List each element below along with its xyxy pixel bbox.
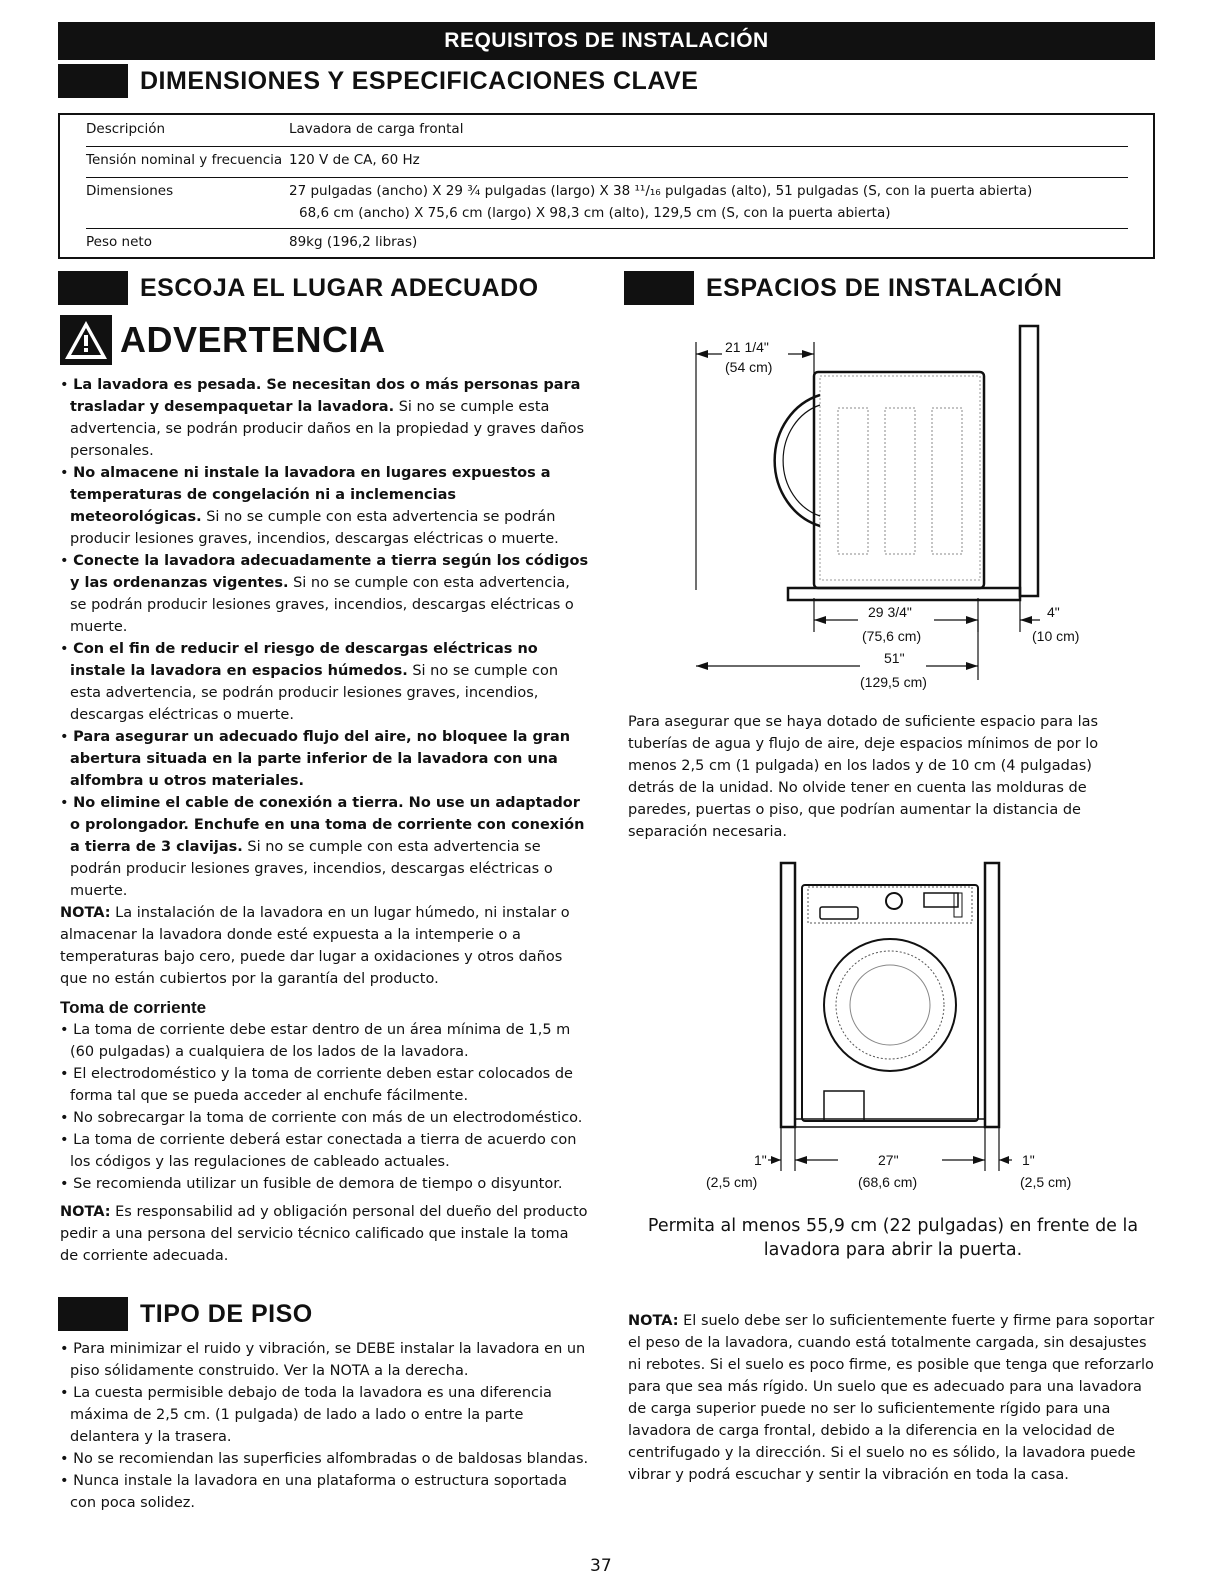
warning-text: Si no se cumple con esta advertencia se podrán producir lesiones graves, incendios, descargas eléctricas o muerte. [70,509,559,547]
toma-text: Se recomienda utilizar un fusible de demora de tiempo o disyuntor. [73,1176,563,1192]
washer-inner [820,376,980,580]
spec-divider [86,177,1128,178]
front-clearance-diagram [690,855,1110,1195]
depth-dim-cm: (75,6 cm) [862,628,922,644]
width-dim: 27" [878,1152,899,1168]
arrow [696,350,708,358]
floor-item: • La cuesta permisible debajo de toda la lavadora es una diferencia máxima de 2,5 cm. (1 pulgada) de lado a lado o entre la parte delantera y la trasera. [60,1385,552,1445]
toma-item: • El electrodoméstico y la toma de corriente deben estar colocados de forma tal que se pueda acceder al enchufe fácilmente. [60,1066,573,1104]
left-wall [781,863,795,1127]
door-dim: 21 1/4" [725,339,769,355]
door-glass [836,951,944,1059]
arrow [1020,616,1032,624]
total-dim: 51" [884,650,905,666]
spec-label: Dimensiones [86,183,174,199]
spec-divider [86,146,1128,147]
nota-paragraph [60,1201,590,1267]
floor-text: La cuesta permisible debajo de toda la lavadora es una diferencia máxima de 2,5 cm. (1 pulgada) de lado a lado o entre la parte delantera y la trasera. [70,1385,552,1445]
dial-icon [886,893,902,909]
warning-bold: La lavadora es pesada. Se necesitan dos o más personas para trasladar y desempaquetar la lavadora. [70,377,581,415]
nota-label: NOTA: [60,1204,111,1220]
floor-list [60,1338,590,1514]
spec-table [58,113,1155,259]
floor-base [788,588,1020,600]
display-icon [924,893,958,907]
spec-label: Descripción [86,121,166,137]
page-banner: REQUISITOS DE INSTALACIÓN [58,22,1155,60]
warning-text: Si no se cumple esta advertencia, se podrán producir daños en la propiedad y graves daños personales. [70,399,585,459]
floor-heading-text: TIPO DE PISO [140,1299,313,1328]
heading-bar [58,271,128,305]
width-dim-cm: (68,6 cm) [858,1174,918,1190]
left-gap-dim-cm: (2,5 cm) [706,1174,758,1190]
nota-paragraph [60,902,590,990]
arrow [966,616,978,624]
door-inner-ring [850,965,930,1045]
floor-text: Para minimizar el ruido y vibración, se DEBE instalar la lavadora en un piso sólidamente construido. Ver la NOTA a la derecha. [70,1341,586,1379]
floor-item: • No se recomiendan las superficies alfombradas o de baldosas blandas. [60,1451,589,1467]
washer-front [802,885,978,1121]
heading-bar [624,271,694,305]
arrow [814,616,826,624]
total-dim-cm: (129,5 cm) [860,674,927,690]
warning-item: • No almacene ni instale la lavadora en lugares expuestos a temperaturas de congelación ni a inclemencias meteorológicas. Si no se cumple con esta advertencia se podrán producir lesiones graves, incendios, descargas eléctricas o muerte. [60,465,559,547]
floor-heading [58,1296,313,1332]
spec-value-metric: 68,6 cm (ancho) X 75,6 cm (largo) X 98,3 cm (alto), 129,5 cm (S, con la puerta abierta) [299,205,891,221]
spec-value: 89kg (196,2 libras) [289,234,418,250]
warning-item: • Conecte la lavadora adecuadamente a tierra según los códigos y las ordenanzas vigentes. Si no se cumple con esta advertencia, se podrán producir lesiones graves, incendios, descargas eléctricas o muerte. [60,553,589,635]
front-clearance-note: Permita al menos 55,9 cm (22 pulgadas) en frente de la lavadora para abrir la puerta. [647,1216,1139,1260]
panel [885,408,915,554]
page-number: 37 [590,1556,612,1576]
toma-item: • La toma de corriente debe estar dentro de un área mínima de 1,5 m (60 pulgadas) a cualquiera de los lados de la lavadora. [60,1022,571,1060]
left-gap-dim: 1" [754,1152,767,1168]
floor-note [628,1310,1158,1486]
toma-text: La toma de corriente debe estar dentro de un área mínima de 1,5 m (60 pulgadas) a cualquiera de los lados de la lavadora. [70,1022,571,1060]
clearance-heading-text: ESPACIOS DE INSTALACIÓN [706,273,1063,302]
spec-value: 27 pulgadas (ancho) X 29 ¾ pulgadas (largo) X 38 ¹¹/₁₆ pulgadas (alto), 51 pulgadas (S, con la puerta abierta) [289,183,1033,199]
nota-label: NOTA: [60,905,111,921]
warning-text: Si no se cumple con esta advertencia se podrán producir lesiones graves, incendios, descargas eléctricas o muerte. [70,839,553,899]
warning-list [60,374,590,1267]
arrow [771,1156,781,1164]
floor-text: No se recomiendan las superficies alfombradas o de baldosas blandas. [73,1451,589,1467]
right-gap-dim-cm: (2,5 cm) [1020,1174,1072,1190]
panel [838,408,868,554]
warning-item: • Con el fin de reducir el riesgo de descargas eléctricas no instale la lavadora en espacios húmedos. Si no se cumple con esta advertencia, se podrán producir lesiones graves, incendios, descargas eléctricas o muerte. [60,641,559,723]
warning-bold: Para asegurar un adecuado flujo del aire, no bloquee la gran abertura situada en la parte inferior de la lavadora con una alfombra u otros materiales. [70,729,571,789]
spec-value: 120 V de CA, 60 Hz [289,152,420,168]
spec-label: Tensión nominal y frecuencia [86,152,283,168]
wall [1020,326,1038,596]
heading-bar [58,1297,128,1331]
warning-header [60,315,386,365]
toma-text: El electrodoméstico y la toma de corriente deben estar colocados de forma tal que se pueda acceder al enchufe fácilmente. [70,1066,573,1104]
warning-title: ADVERTENCIA [120,319,386,360]
nota-label: NOTA: [628,1313,679,1329]
floor-item: • Nunca instale la lavadora en una plataforma o estructura soportada con poca solidez. [60,1473,568,1511]
right-gap-dim: 1" [1022,1152,1035,1168]
nota-text: El suelo debe ser lo suficientemente fuerte y firme para soportar el peso de la lavadora, cuando está totalmente cargada, sin desajustes ni rebotes. Si el suelo es poco firme, es posible que tenga que reforzarlo para que sea más rígido. Un suelo que es adecuado para una lavadora de carga superior puede no ser lo suficientemente rígido para una lavadora de carga frontal, debido a la diferencia en la velocidad de centrifugado y la dirección. Si el suelo no es sólido, la lavadora puede vibrar y podrá escuchar y sentir la vibración en toda la casa. [628,1313,1155,1483]
nota-text: La instalación de la lavadora en un lugar húmedo, ni instalar o almacenar la lavadora donde esté expuesta a la intemperie o a temperaturas bajo cero, puede dar lugar a oxidaciones y otros daños que no están cubiertos por la garantía del producto. [60,905,570,987]
clearance-heading [624,270,1062,306]
clearance-paragraph: Para asegurar que se haya dotado de suficiente espacio para las tuberías de agua y flujo de aire, deje espacios mínimos de por lo menos 2,5 cm (1 pulgada) en los lados y de 10 cm (4 pulgadas) detrás de la unidad. No olvide tener en cuenta las molduras de paredes, puertas o piso, que podrían aumentar la distancia de separación necesaria. [628,714,1099,840]
toma-item: • Se recomienda utilizar un fusible de demora de tiempo o disyuntor. [60,1176,563,1192]
toma-text: No sobrecargar la toma de corriente con más de un electrodoméstico. [73,1110,583,1126]
warning-icon [60,315,112,365]
warning-text: Si no se cumple con esta advertencia, se podrán producir lesiones graves, incendios, descargas eléctricas o muerte. [70,663,559,723]
warning-item: • La lavadora es pesada. Se necesitan dos o más personas para trasladar y desempaquetar la lavadora. Si no se cumple esta advertencia, se podrán producir daños en la propiedad y graves daños personales. [60,377,585,459]
warning-bold: No almacene ni instale la lavadora en lugares expuestos a temperaturas de congelación ni a inclemencias meteorológicas. [70,465,551,525]
arrow [999,1156,1009,1164]
door-dim-cm: (54 cm) [725,359,773,375]
detergent-drawer [820,907,858,919]
toma-item: • No sobrecargar la toma de corriente con más de un electrodoméstico. [60,1110,583,1126]
floor-item: • Para minimizar el ruido y vibración, se DEBE instalar la lavadora en un piso sólidamente construido. Ver la NOTA a la derecha. [60,1341,586,1379]
depth-dim: 29 3/4" [868,604,912,620]
arrow [802,350,814,358]
nota-text: Es responsabilid ad y obligación personal del dueño del producto pedir a una persona del servicio técnico calificado que instale la toma de corriente adecuada. [60,1204,588,1264]
warning-text: Si no se cumple con esta advertencia, se podrán producir lesiones graves, incendios, descargas eléctricas o muerte. [70,575,574,635]
door-ring [824,939,956,1071]
warning-bold: No elimine el cable de conexión a tierra. No use un adaptador o prolongador. Enchufe en una toma de corriente con conexión a tierra de 3 clavijas. [70,795,585,855]
washer-side [814,372,984,588]
toma-heading: Toma de corriente [60,998,207,1017]
location-heading [58,270,539,306]
arrow [696,662,708,670]
heading-bar [58,64,128,98]
spec-heading-text: DIMENSIONES Y ESPECIFICACIONES CLAVE [140,66,699,95]
spec-value: Lavadora de carga frontal [289,121,464,137]
spec-heading [58,63,698,99]
back-dim-cm: (10 cm) [1032,628,1080,644]
warning-bold: Con el fin de reducir el riesgo de descargas eléctricas no instale la lavadora en espacios húmedos. [70,641,538,679]
spec-label: Peso neto [86,234,152,250]
side-clearance-diagram [690,320,1110,700]
location-heading-text: ESCOJA EL LUGAR ADECUADO [140,273,539,302]
spec-divider [86,228,1128,229]
toma-item: • La toma de corriente deberá estar conectada a tierra de acuerdo con los códigos y las regulaciones de cableado actuales. [60,1132,577,1170]
arrow [795,1156,807,1164]
arrow [966,662,978,670]
warning-bold: Conecte la lavadora adecuadamente a tierra según los códigos y las ordenanzas vigentes. [70,553,589,591]
right-wall [985,863,999,1127]
filter-cover [824,1091,864,1121]
toma-text: La toma de corriente deberá estar conectada a tierra de acuerdo con los códigos y las regulaciones de cableado actuales. [70,1132,577,1170]
panel [932,408,962,554]
floor-note-paragraph [628,1310,1158,1486]
warning-item: • No elimine el cable de conexión a tierra. No use un adaptador o prolongador. Enchufe en una toma de corriente con conexión a tierra de 3 clavijas. Si no se cumple con esta advertencia se podrán producir lesiones graves, incendios, descargas eléctricas o muerte. [60,795,585,899]
back-dim: 4" [1047,604,1060,620]
warning-item: • Para asegurar un adecuado flujo del aire, no bloquee la gran abertura situada en la parte inferior de la lavadora con una alfombra u otros materiales. [60,729,571,789]
arrow [973,1156,985,1164]
floor-text: Nunca instale la lavadora en una plataforma o estructura soportada con poca solidez. [70,1473,568,1511]
